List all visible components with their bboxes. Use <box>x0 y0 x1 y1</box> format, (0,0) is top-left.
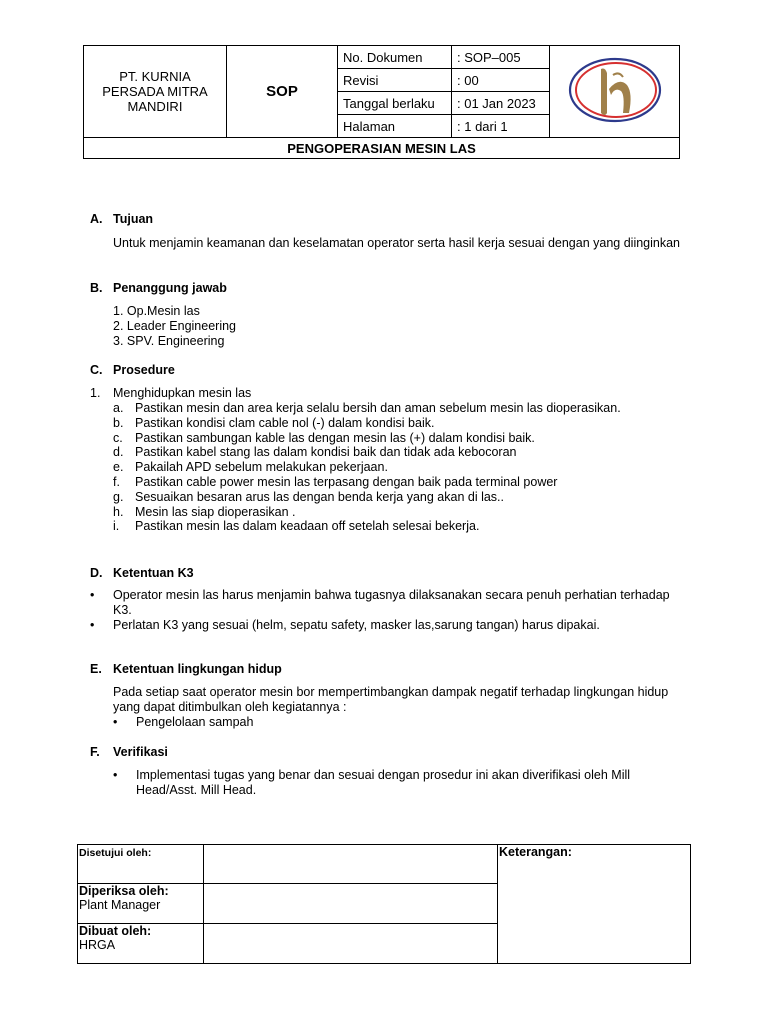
section-f-letter: F. <box>90 745 100 759</box>
procedure-substeps <box>113 401 621 534</box>
section-d-bullets <box>90 588 686 632</box>
substep-text: Pakailah APD sebelum melakukan pekerjaan. <box>135 460 388 475</box>
section-b-list <box>113 304 683 348</box>
section-e-text: Pada setiap saat operator mesin bor mempertimbangkan dampak negatif terhadap lingkungan hidup yang dapat ditimbulkan oleh kegiatannya : <box>113 685 669 714</box>
substep-letter: i. <box>113 519 120 534</box>
substep-text: Mesin las siap dioperasikan . <box>135 504 296 519</box>
section-b-letter: B. <box>90 281 103 295</box>
meta-value-doc-no: : SOP–005 <box>452 46 550 69</box>
substep-letter: h. <box>113 504 124 519</box>
bullet-icon: • <box>90 588 95 602</box>
document-title: PENGOPERASIAN MESIN LAS <box>84 138 680 159</box>
company-logo <box>550 46 680 138</box>
section-c-title: Prosedure <box>113 363 175 377</box>
step-number: 1. <box>90 386 101 400</box>
meta-value-effective-date: : 01 Jan 2023 <box>452 92 550 115</box>
section-b-heading <box>90 281 227 295</box>
made-by-value: HRGA <box>79 938 116 952</box>
bullet-text: Operator mesin las harus menjamin bahwa tugasnya dilaksanakan secara penuh perhatian terhadap K3. <box>113 588 670 617</box>
section-d-heading <box>90 566 194 580</box>
section-a-heading <box>90 212 153 226</box>
list-item <box>113 460 621 475</box>
logo-ring-inner <box>576 63 656 117</box>
section-a-title: Tujuan <box>113 212 154 226</box>
company-name <box>84 46 227 138</box>
doc-type: SOP <box>227 46 338 138</box>
checked-signature-field <box>204 884 498 924</box>
list-item <box>113 445 621 460</box>
substep-text: Pastikan kondisi clam cable nol (-) dalam kondisi baik. <box>135 415 435 430</box>
meta-label-revision: Revisi <box>338 69 452 92</box>
section-d-letter: D. <box>90 566 103 580</box>
logo-icon <box>567 55 663 125</box>
meta-label-effective-date: Tanggal berlaku <box>338 92 452 115</box>
meta-label-doc-no: No. Dokumen <box>338 46 452 69</box>
substep-letter: e. <box>113 460 124 475</box>
list-item <box>113 416 621 431</box>
list-item: 3. SPV. Engineering <box>113 333 225 348</box>
substep-text: Pastikan sambungan kable las dengan mesin las (+) dalam kondisi baik. <box>135 430 535 445</box>
section-a-text: Untuk menjamin keamanan dan keselamatan operator serta hasil kerja sesuai dengan yang diinginkan <box>113 236 681 250</box>
substep-letter: g. <box>113 489 124 504</box>
section-f-heading <box>90 745 168 759</box>
bullet-icon: • <box>90 617 95 632</box>
list-item <box>113 475 621 490</box>
company-line-2: PERSADA MITRA <box>102 84 208 99</box>
meta-label-page: Halaman <box>338 115 452 138</box>
bullet-text: Perlatan K3 yang sesuai (helm, sepatu safety, masker las,sarung tangan) harus dipakai. <box>113 617 600 632</box>
substep-letter: f. <box>113 474 120 489</box>
made-by-cell <box>78 924 204 964</box>
section-e-letter: E. <box>90 662 102 676</box>
substep-letter: d. <box>113 445 124 460</box>
approved-signature-field <box>204 845 498 884</box>
logo-mark-swirl <box>613 73 623 77</box>
list-item: 1. Op.Mesin las <box>113 304 200 318</box>
checked-by-value: Plant Manager <box>79 898 161 912</box>
bullet-text: Implementasi tugas yang benar dan sesuai dengan prosedur ini akan diverifikasi oleh Mill Head/Asst. Mill Head. <box>136 768 631 797</box>
substep-text: Pastikan cable power mesin las terpasang dengan baik pada terminal power <box>135 474 558 489</box>
substep-text: Pastikan kabel stang las dalam kondisi baik dan tidak ada kebocoran <box>135 445 517 460</box>
document-header-table <box>83 45 680 159</box>
substep-letter: c. <box>113 430 123 445</box>
list-item: 2. Leader Engineering <box>113 318 237 333</box>
approval-table <box>77 844 691 964</box>
step-title: Menghidupkan mesin las <box>113 386 252 400</box>
substep-text: Pastikan mesin dan area kerja selalu bersih dan aman sebelum mesin las dioperasikan. <box>135 401 621 415</box>
checked-by-label: Diperiksa oleh: <box>79 884 169 898</box>
list-item <box>113 505 621 520</box>
section-e-title: Ketentuan lingkungan hidup <box>113 662 282 676</box>
approved-by-label: Disetujui oleh: <box>79 847 152 859</box>
list-item <box>113 431 621 446</box>
substep-letter: b. <box>113 415 124 430</box>
notes-cell <box>498 845 691 964</box>
checked-by-cell <box>78 884 204 924</box>
section-b-title: Penanggung jawab <box>113 281 227 295</box>
meta-value-page: : 1 dari 1 <box>452 115 550 138</box>
list-item <box>113 768 653 798</box>
made-signature-field <box>204 924 498 964</box>
list-item <box>113 519 621 534</box>
notes-label: Keterangan: <box>499 845 572 859</box>
section-e-bullets <box>113 715 683 730</box>
list-item <box>113 401 621 416</box>
company-line-3: MANDIRI <box>127 99 183 114</box>
list-item <box>113 490 621 505</box>
bullet-icon: • <box>113 768 118 782</box>
section-e-heading <box>90 662 282 676</box>
bullet-text: Pengelolaan sampah <box>136 715 254 729</box>
list-item <box>113 715 683 730</box>
substep-text: Pastikan mesin las dalam keadaan off setelah selesai bekerja. <box>135 519 480 534</box>
bullet-icon: • <box>113 715 118 729</box>
substep-letter: a. <box>113 401 124 415</box>
section-f-bullets <box>113 768 653 798</box>
approved-by-cell <box>78 845 204 884</box>
procedure-step-1 <box>90 386 251 400</box>
list-item <box>90 588 686 618</box>
made-by-label: Dibuat oleh: <box>79 924 152 938</box>
list-item <box>90 618 686 633</box>
section-c-heading <box>90 363 175 377</box>
meta-value-revision: : 00 <box>452 69 550 92</box>
section-a-letter: A. <box>90 212 103 226</box>
company-line-1: PT. KURNIA <box>119 69 191 84</box>
section-d-title: Ketentuan K3 <box>113 566 194 580</box>
logo-mark-right <box>609 82 631 113</box>
substep-text: Sesuaikan besaran arus las dengan benda kerja yang akan di las.. <box>135 489 505 504</box>
logo-mark-left <box>601 69 607 116</box>
section-c-letter: C. <box>90 363 103 377</box>
section-f-title: Verifikasi <box>113 745 168 759</box>
